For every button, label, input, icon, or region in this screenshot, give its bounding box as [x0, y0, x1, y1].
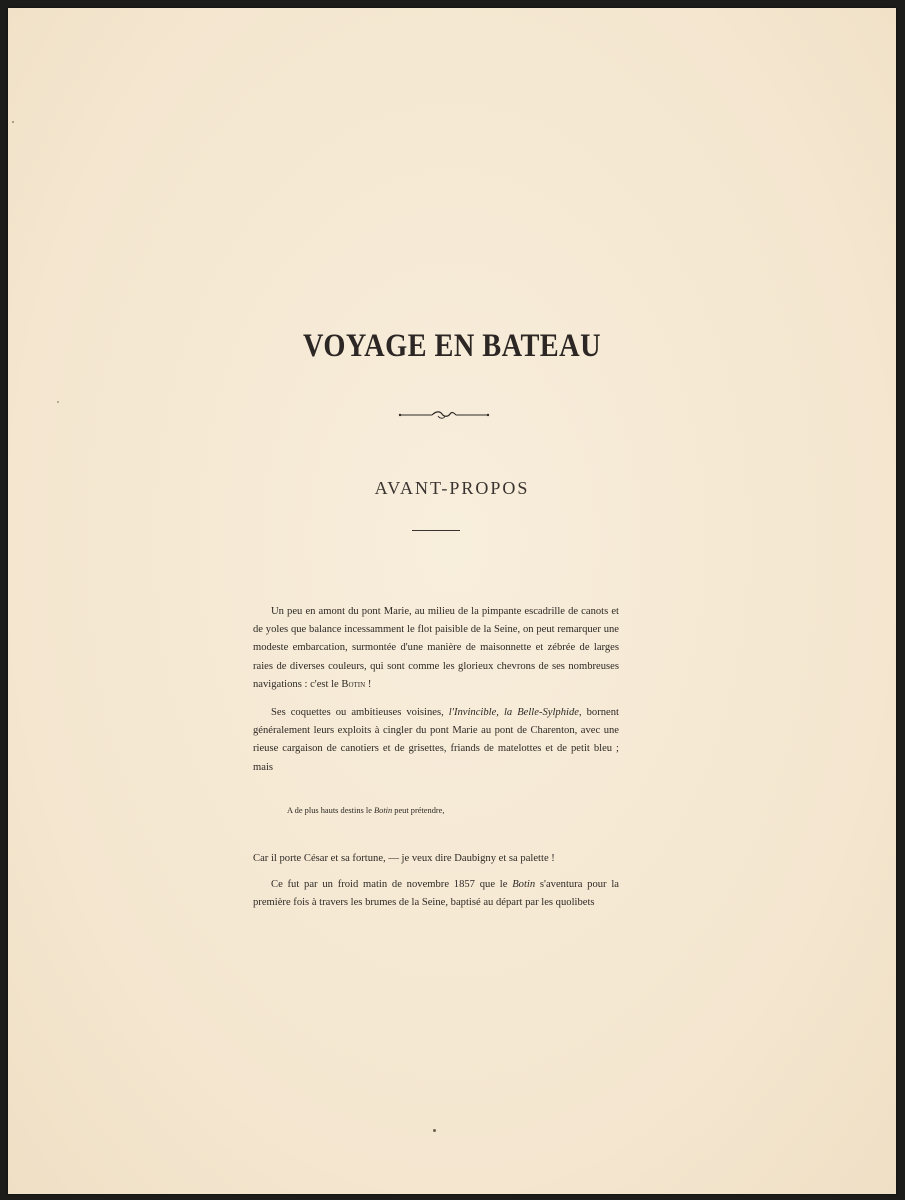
paragraph-2-start: Ses coquettes ou ambitieuses voisines, [271, 707, 449, 719]
body-text [253, 603, 619, 913]
page-sheet [8, 8, 896, 1194]
ornament-divider-icon [398, 407, 490, 423]
paper-speck [12, 121, 14, 123]
heading-rule [412, 530, 460, 531]
paragraph-4-boat-name: Botin [512, 879, 536, 891]
paragraph-4 [253, 876, 619, 912]
boat-name: Botin [341, 678, 366, 690]
paragraph-1 [253, 603, 619, 694]
paragraph-4-rest: s'aventura pour la première fois à travers les brumes de la Seine, baptisé au départ par les quolibets [253, 879, 619, 909]
verse-end: peut prétendre, [392, 805, 445, 815]
section-heading: AVANT-PROPOS [374, 478, 530, 498]
paragraph-3: Car il porte César et sa fortune, — je veux dire Daubigny et sa palette ! [253, 853, 555, 865]
paragraph-4-start: Ce fut par un froid matin de novembre 1857 que le [271, 879, 513, 891]
paragraph-1-text: Un peu en amont du pont Marie, au milieu de la pimpante escadrille de canots et de yoles que balance incessamment le flot paisible de la Seine, on peut remarquer une modeste embarcation, surmontée d'une manière de maisonnette et zébrée de larges raies de diverses couleurs, qui sont comme les glorieux chevrons de ses nombreuses navigations : c'est le [253, 606, 619, 690]
paper-speck [57, 401, 59, 403]
paragraph-2-rest: , bornent généralement leurs exploits à cingler du pont Marie au pont de Charenton, avec une rieuse cargaison de canotiers et de grisettes, friands de matelottes et de petit bleu ; mais [253, 707, 619, 773]
paragraph-2 [253, 704, 619, 777]
paragraph-1-end: ! [365, 678, 372, 690]
verse-boat-name: Botin [374, 805, 393, 815]
boat-names: l'Invincible, la Belle-Sylphide [448, 707, 579, 719]
verse-line [253, 802, 619, 820]
verse-start: A de plus hauts destins le [287, 805, 375, 815]
paper-speck [433, 1129, 436, 1132]
page-title: VOYAGE EN BATEAU [302, 328, 602, 364]
